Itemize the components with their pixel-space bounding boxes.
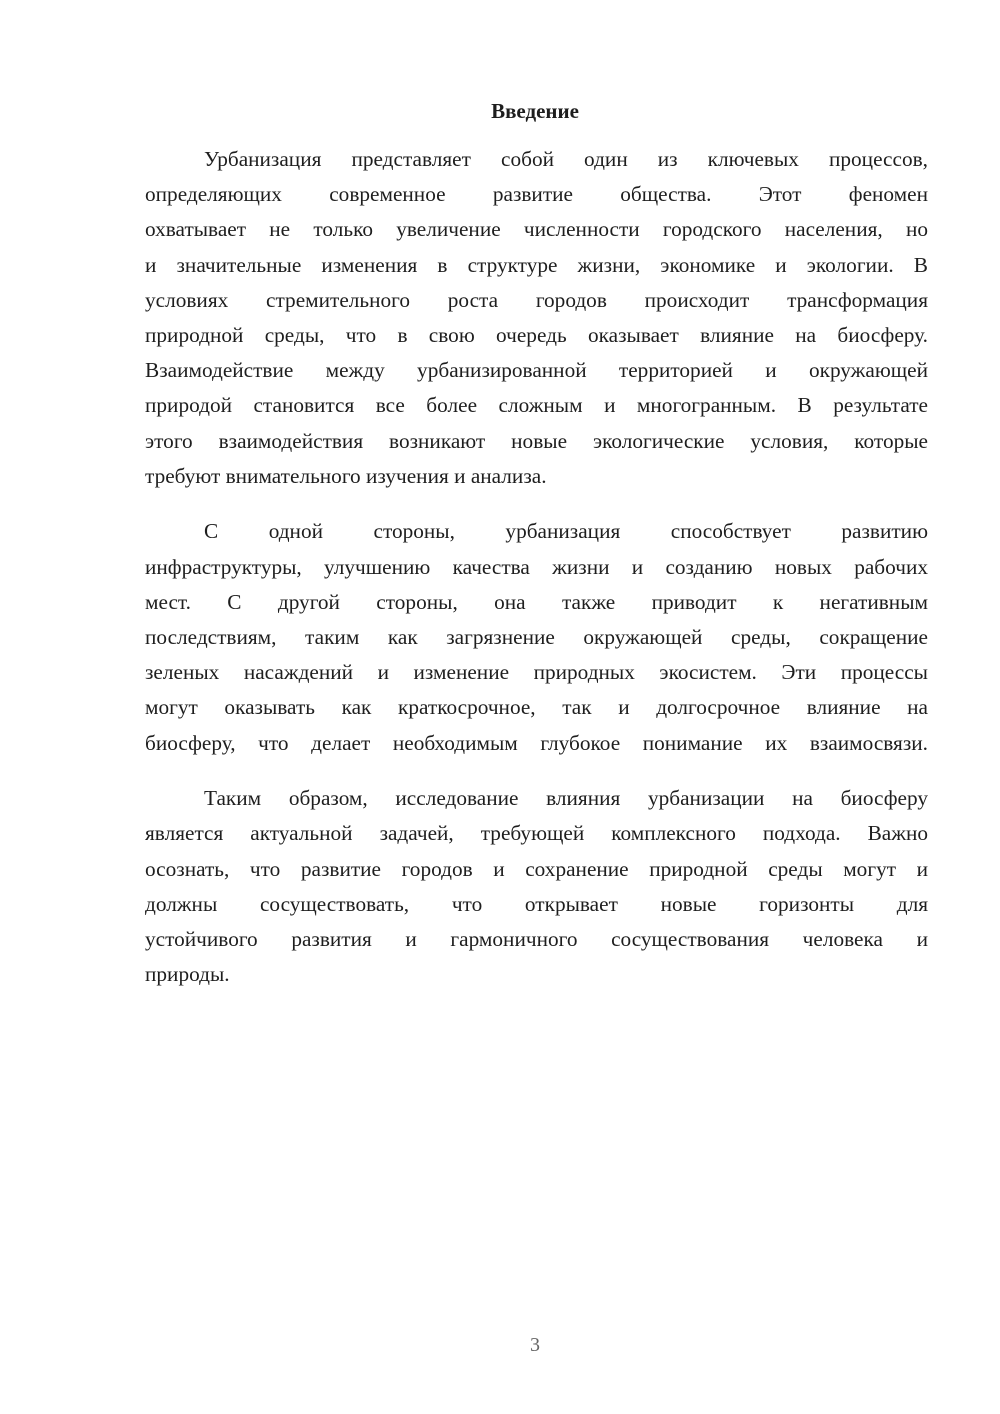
text-line: биосферу, что делает необходимым глубокое понимание их взаимосвязи. [145,730,928,755]
text-line: условиях стремительного роста городов происходит трансформация [145,287,928,312]
text-line: должны сосуществовать, что открывает новые горизонты для [145,891,928,916]
document-body [145,142,928,1013]
text-line: природой становится все более сложным и многогранным. В результате [145,393,928,418]
text-line: является актуальной задачей, требующей комплексного подхода. Важно [145,821,928,846]
text-line: Таким образом, исследование влияния урбанизации на биосферу [204,786,928,811]
text-line: последствиям, таким как загрязнение окружающей среды, сокращение [145,624,928,649]
page-number: 3 [530,1334,540,1356]
paragraph [145,142,928,494]
text-line: зеленых насаждений и изменение природных экосистем. Эти процессы [145,660,928,685]
text-line: мест. С другой стороны, она также приводит к негативным [145,589,928,614]
text-line: охватывает не только увеличение численности городского населения, но [145,217,928,242]
text-line: этого взаимодействия возникают новые экологические условия, которые [145,428,928,453]
paragraph [145,514,928,760]
text-line: природной среды, что в свою очередь оказывает влияние на биосферу. [145,322,928,347]
text-line: устойчивого развития и гармоничного сосуществования человека и [145,926,928,951]
text-line: природы. [145,962,230,987]
text-line: требуют внимательного изучения и анализа. [145,463,547,488]
text-line: Взаимодействие между урбанизированной территорией и окружающей [145,358,928,383]
text-line: осознать, что развитие городов и сохранение природной среды могут и [145,856,928,881]
text-line: С одной стороны, урбанизация способствует развитию [204,519,928,544]
text-line: определяющих современное развитие общества. Этот феномен [145,182,928,207]
text-line: могут оказывать как краткосрочное, так и долгосрочное влияние на [145,695,928,720]
text-line: инфраструктуры, улучшению качества жизни и созданию новых рабочих [145,554,928,579]
section-title: Введение [491,99,579,123]
paragraph [145,781,928,992]
text-line: и значительные изменения в структуре жизни, экономике и экологии. В [145,252,928,277]
text-line: Урбанизация представляет собой один из ключевых процессов, [204,147,928,171]
